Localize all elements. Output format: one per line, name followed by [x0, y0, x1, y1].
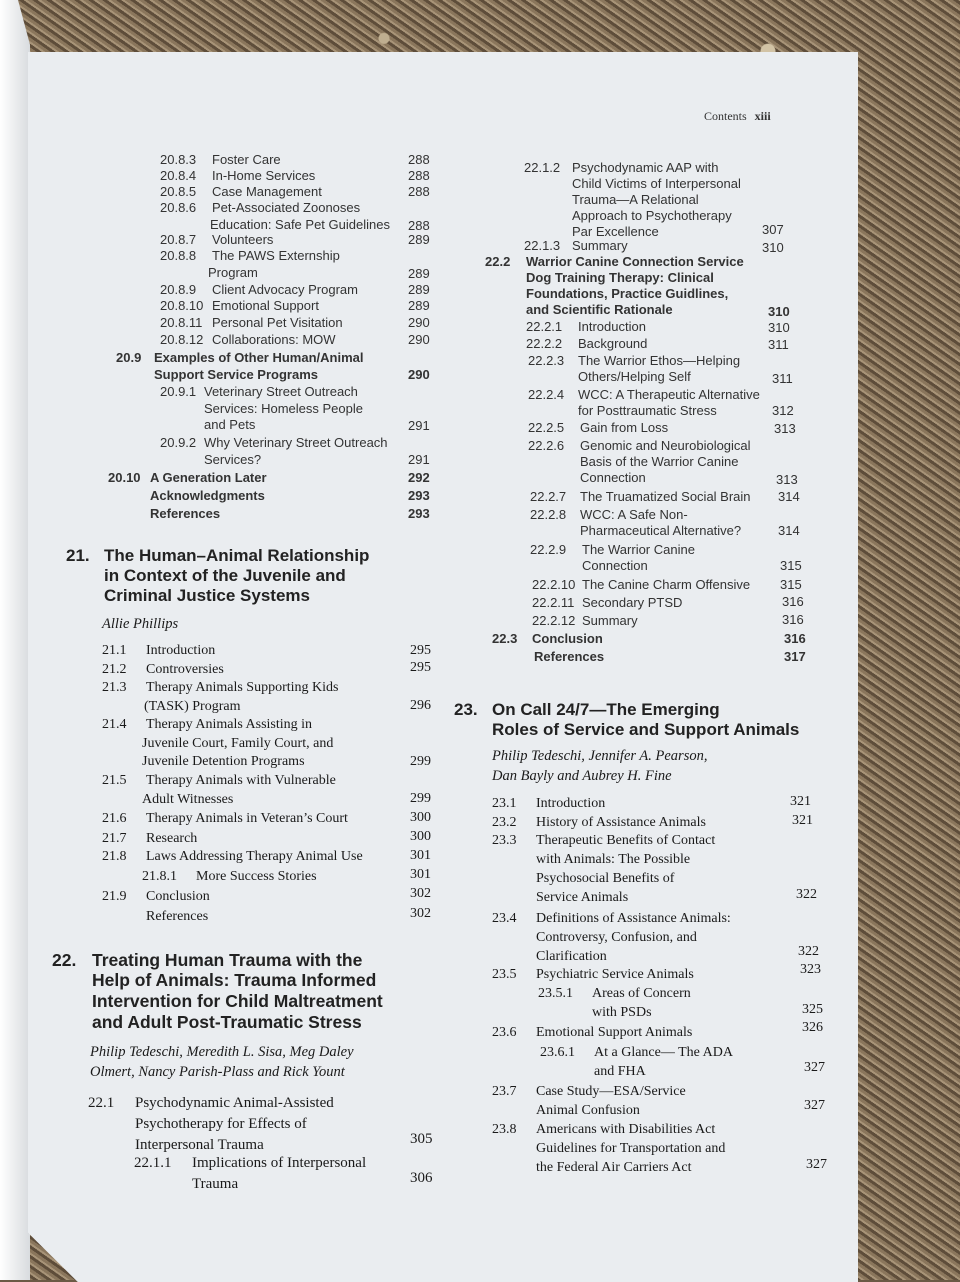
toc-entry-number: 21.6 [102, 811, 127, 826]
chapter-authors: Philip Tedeschi, Meredith L. Sisa, Meg Daley [90, 1044, 354, 1060]
toc-entry-title: Services? [204, 451, 262, 467]
toc-page-number: 311 [772, 371, 793, 386]
toc-entry-title: Interpersonal Trauma [135, 1137, 264, 1153]
toc-entry-title: Pet-Associated Zoonoses [212, 200, 361, 215]
toc-entry-title: Therapy Animals Assisting in [146, 717, 313, 732]
toc-page-number: 315 [780, 577, 802, 592]
toc-page-number: 311 [768, 337, 789, 352]
toc-entry-number: 22.2.7 [530, 489, 567, 504]
chapter-number: 22. [52, 950, 77, 970]
toc-page-number: 327 [804, 1098, 825, 1113]
toc-entry-title: At a Glance— The ADA [594, 1045, 733, 1060]
chapter-authors: Olmert, Nancy Parish-Plass and Rick Yount [90, 1064, 345, 1080]
toc-entry-title: Others/Helping Self [578, 369, 691, 384]
toc-page-number: 327 [804, 1060, 825, 1075]
toc-entry-number: 23.6 [492, 1025, 517, 1040]
toc-page-number: 289 [408, 266, 430, 281]
toc-entry-title: Trauma [192, 1176, 239, 1192]
toc-entry-title: Research [146, 831, 198, 846]
toc-entry-number: 21.8 [102, 849, 127, 864]
toc-entry-number: 20.8.12 [160, 332, 204, 347]
toc-entry-title: Why Veterinary Street Outreach [204, 435, 388, 450]
toc-entry-title: Introduction [536, 796, 606, 811]
toc-entry-title: Summary [572, 238, 628, 253]
toc-page-number: 291 [408, 452, 430, 467]
toc-page-number: 306 [410, 1170, 433, 1186]
toc-page-number: 313 [776, 472, 798, 487]
toc-entry-number: 23.5 [492, 967, 517, 982]
toc-page-number: 321 [792, 813, 813, 828]
toc-page-number: 312 [772, 403, 794, 418]
toc-entry-title: Conclusion [532, 631, 603, 646]
chapter-authors: Allie Phillips [102, 616, 179, 632]
toc-entry-title: Personal Pet Visitation [212, 315, 343, 330]
toc-page-number: 299 [410, 754, 431, 769]
toc-page-number: 313 [774, 421, 796, 436]
toc-entry-title: Psychiatric Service Animals [536, 967, 694, 982]
toc-page-number: 300 [410, 810, 431, 825]
toc-entry-number: 20.8.5 [160, 184, 197, 199]
toc-entry-number: 20.8.4 [160, 168, 197, 183]
chapter-title: Roles of Service and Support Animals [492, 720, 800, 739]
toc-entry-number: 20.9.2 [160, 435, 197, 450]
toc-entry-title: Connection [580, 470, 646, 485]
toc-entry-number: 22.2.4 [528, 387, 565, 402]
toc-page-number: 302 [410, 906, 431, 921]
toc-entry-number: 22.2.10 [532, 577, 576, 592]
toc-entry-title: for Posttraumatic Stress [578, 403, 717, 418]
toc-entry-number: 20.8.9 [160, 282, 197, 297]
toc-entry-title: Conclusion [146, 889, 210, 904]
toc-page-number: 292 [408, 470, 430, 485]
toc-page-number: 290 [408, 315, 430, 330]
toc-page-number: 325 [802, 1002, 823, 1017]
chapter-authors: Dan Bayly and Aubrey H. Fine [492, 768, 672, 784]
toc-entry-number: 22.2.2 [526, 336, 563, 351]
toc-page-number: 295 [410, 643, 431, 658]
toc-entry-number: 21.8.1 [142, 869, 177, 884]
toc-entry-title: Therapeutic Benefits of Contact [536, 833, 716, 848]
toc-entry-title: History of Assistance Animals [536, 815, 706, 830]
toc-page-number: 300 [410, 829, 431, 844]
toc-entry-title: The PAWS Externship [212, 248, 340, 263]
toc-entry-title: Introduction [146, 643, 216, 658]
toc-entry-title: Summary [582, 613, 638, 628]
toc-entry-title: References [150, 506, 221, 521]
toc-entry-title: Case Management [212, 184, 322, 199]
toc-entry-title: References [146, 909, 209, 924]
toc-entry-title: The Canine Charm Offensive [582, 577, 751, 592]
toc-entry-number: 20.10 [108, 470, 141, 485]
toc-page-number: 316 [782, 612, 804, 627]
toc-page-number: 316 [784, 631, 806, 646]
chapter-title: The Human–Animal Relationship [104, 546, 370, 565]
toc-entry-title: Adult Witnesses [142, 791, 234, 807]
toc-entry-title: and Scientific Rationale [526, 302, 673, 317]
toc-entry-title: Education: Safe Pet Guidelines [210, 216, 390, 232]
toc-entry-title: Volunteers [212, 232, 274, 247]
toc-entry-title: Areas of Concern [592, 986, 691, 1001]
toc-entry-title: Client Advocacy Program [212, 282, 358, 297]
toc-entry-title: Approach to Psychotherapy [572, 208, 732, 223]
toc-page-number: 315 [780, 558, 802, 573]
toc-entry-number: 23.4 [492, 911, 517, 926]
toc-entry-number: 22.1.2 [524, 160, 561, 175]
toc-page-number: 314 [778, 523, 800, 538]
toc-entry-number: 21.5 [102, 773, 127, 788]
toc-page-number: 305 [410, 1131, 433, 1147]
toc-entry-title: Program [208, 264, 258, 280]
toc-entry-number: 21.4 [102, 717, 127, 732]
toc-entry-title: Implications of Interpersonal [192, 1155, 367, 1171]
toc-page-number: 310 [768, 320, 790, 335]
toc-entry-title: WCC: A Therapeutic Alternative [578, 387, 760, 402]
toc-entry-number: 22.3 [492, 631, 518, 646]
toc-page-number: 301 [410, 848, 431, 863]
toc-entry-title: Case Study—ESA/Service [536, 1084, 686, 1099]
toc-entry-title: In-Home Services [212, 168, 316, 183]
header-page-number: xiii [754, 109, 771, 123]
toc-entry-number: 22.2.1 [526, 319, 563, 334]
toc-entry-number: 23.5.1 [538, 986, 573, 1001]
toc-entry-title: Juvenile Detention Programs [142, 754, 305, 769]
toc-entry-title: and FHA [594, 1064, 646, 1079]
toc-entry-number: 22.1 [88, 1095, 115, 1111]
toc-entry-number: 22.2.3 [528, 353, 565, 368]
toc-page-number: 310 [768, 304, 790, 319]
toc-entry-title: Basis of the Warrior Canine [580, 454, 739, 469]
toc-page-number: 322 [796, 887, 817, 902]
toc-entry-number: 21.9 [102, 889, 127, 904]
toc-entry-title: Emotional Support [212, 298, 319, 313]
toc-entry-title: the Federal Air Carriers Act [536, 1160, 692, 1175]
toc-page-number: 288 [408, 168, 430, 183]
toc-page-number: 288 [408, 152, 430, 167]
toc-entry-number: 22.2.5 [528, 420, 565, 435]
toc-page-number: 291 [408, 418, 430, 433]
toc-entry-number: 20.8.11 [160, 315, 203, 330]
toc-entry-title: The Truamatized Social Brain [580, 489, 751, 504]
toc-page-number: 289 [408, 282, 430, 297]
toc-page-number: 307 [762, 222, 784, 237]
toc-entry-title: Therapy Animals Supporting Kids [146, 680, 339, 695]
toc-page-number: 293 [408, 488, 430, 503]
toc-entry-number: 22.2.9 [530, 542, 567, 557]
chapter-title: On Call 24/7—The Emerging [492, 700, 720, 719]
chapter-title: Intervention for Child Maltreatment [92, 991, 383, 1011]
toc-entry-title: A Generation Later [150, 470, 267, 485]
toc-entry-title: Dog Training Therapy: Clinical [526, 270, 714, 285]
toc-entry-number: 21.7 [102, 831, 127, 846]
toc-entry-title: Support Service Programs [154, 366, 318, 382]
chapter-number: 23. [454, 700, 478, 719]
chapter-number: 21. [66, 546, 90, 565]
toc-entry-title: Secondary PTSD [582, 595, 683, 610]
toc-entry-number: 21.1 [102, 643, 127, 658]
toc-entry-title: Psychodynamic AAP with [572, 160, 719, 175]
toc-page-number: 326 [802, 1020, 823, 1035]
toc-page-number: 288 [408, 218, 430, 233]
toc-page-number: 323 [800, 962, 821, 977]
toc-entry-title: Emotional Support Animals [536, 1025, 693, 1040]
chapter-title: Treating Human Trauma with the [92, 950, 363, 970]
toc-entry-title: with PSDs [592, 1005, 652, 1020]
chapter-title: Criminal Justice Systems [104, 586, 310, 605]
toc-entry-title: Americans with Disabilities Act [536, 1122, 716, 1137]
toc-entry-title: References [534, 649, 605, 664]
toc-entry-title: Foster Care [212, 152, 281, 167]
toc-entry-number: 23.1 [492, 796, 517, 811]
toc-entry-title: Gain from Loss [580, 420, 669, 435]
chapter-title: Help of Animals: Trauma Informed [92, 970, 377, 990]
toc-page-number: 316 [782, 594, 804, 609]
toc-page-number: 314 [778, 489, 800, 504]
toc-entry-title: Connection [582, 558, 648, 573]
toc-entry-number: 22.2.8 [530, 507, 567, 522]
toc-entry-title: Psychosocial Benefits of [536, 871, 675, 886]
toc-entry-title: Animal Confusion [536, 1103, 640, 1118]
toc-entry-title: Examples of Other Human/Animal [154, 350, 364, 365]
toc-page-number: 317 [784, 649, 806, 664]
toc-page-number: 322 [798, 944, 819, 959]
toc-page-number: 288 [408, 184, 430, 199]
toc-entry-number: 20.9 [116, 350, 142, 365]
toc-page-number: 321 [790, 794, 811, 809]
chapter-title: in Context of the Juvenile and [104, 566, 346, 585]
toc-entry-title: The Warrior Ethos—Helping [578, 353, 741, 368]
chapter-authors: Philip Tedeschi, Jennifer A. Pearson, [492, 748, 708, 764]
toc-entry-number: 23.2 [492, 815, 517, 830]
toc-entry-number: 22.2.6 [528, 438, 565, 453]
toc-entry-title: Guidelines for Transportation and [536, 1141, 726, 1156]
toc-entry-number: 23.3 [492, 833, 517, 848]
toc-entry-number: 20.8.6 [160, 200, 197, 215]
toc-page-number: 289 [408, 298, 430, 313]
toc-entry-title: Definitions of Assistance Animals: [536, 911, 731, 926]
toc-page-number: 327 [806, 1157, 827, 1172]
toc-entry-title: Child Victims of Interpersonal [572, 176, 741, 191]
toc-entry-title: Psychotherapy for Effects of [135, 1116, 307, 1132]
toc-page-number: 290 [408, 332, 430, 347]
toc-entry-number: 22.2.12 [532, 613, 576, 628]
toc-entry-number: 21.3 [102, 680, 127, 695]
toc-entry-title: Par Excellence [572, 224, 659, 239]
toc-page-number: 301 [410, 867, 431, 882]
toc-entry-number: 22.2.11 [532, 595, 575, 610]
toc-entry-title: Foundations, Practice Guidlines, [526, 286, 729, 301]
toc-entry-title: Therapy Animals with Vulnerable [146, 773, 336, 788]
toc-entry-number: 22.1.3 [524, 238, 561, 253]
toc-entry-number: 20.8.8 [160, 248, 197, 263]
facing-page-edge [0, 0, 30, 1280]
toc-entry-title: Trauma—A Relational [572, 192, 699, 207]
toc-entry-number: 20.8.7 [160, 232, 197, 247]
toc-entry-title: Introduction [578, 319, 646, 334]
header-label: Contents [704, 109, 747, 123]
toc-entry-number: 23.7 [492, 1084, 517, 1099]
toc-entry-title: (TASK) Program [144, 698, 241, 714]
toc-entry-title: WCC: A Safe Non- [580, 507, 688, 522]
toc-entry-title: Pharmaceutical Alternative? [580, 523, 742, 538]
toc-entry-title: Service Animals [536, 890, 629, 905]
running-header [704, 109, 771, 124]
toc-entry-number: 22.2 [485, 254, 511, 269]
toc-entry-title: Genomic and Neurobiological [580, 438, 751, 453]
toc-entry-title: Controversies [146, 662, 224, 677]
toc-entry-title: Veterinary Street Outreach [204, 384, 358, 399]
toc-entry-title: Juvenile Court, Family Court, and [142, 735, 334, 751]
toc-page-number: 290 [408, 367, 430, 382]
toc-entry-title: Controversy, Confusion, and [536, 930, 697, 945]
toc-entry-number: 20.8.10 [160, 298, 204, 313]
toc-page-number: 299 [410, 791, 431, 806]
toc-entry-title: Laws Addressing Therapy Animal Use [146, 849, 363, 864]
toc-page-number: 310 [762, 240, 784, 255]
toc-entry-number: 20.8.3 [160, 152, 197, 167]
toc-entry-title: Collaborations: MOW [212, 332, 336, 347]
toc-entry-title: Acknowledgments [150, 488, 265, 503]
toc-entry-number: 22.1.1 [134, 1155, 172, 1171]
toc-entry-title: Clarification [536, 949, 607, 964]
chapter-title: and Adult Post-Traumatic Stress [92, 1012, 362, 1032]
toc-entry-title: and Pets [204, 417, 256, 433]
toc-entry-number: 20.9.1 [160, 384, 197, 399]
toc-page-number: 289 [408, 232, 430, 247]
toc-entry-number: 23.8 [492, 1122, 517, 1137]
toc-entry-title: Services: Homeless People [204, 400, 363, 416]
toc-page-number: 302 [410, 886, 431, 901]
toc-entry-title: Background [578, 336, 648, 351]
toc-page-number: 295 [410, 660, 431, 675]
toc-page-number: 293 [408, 506, 430, 521]
toc-entry-title: The Warrior Canine [582, 542, 695, 557]
toc-entry-title: Psychodynamic Animal-Assisted [135, 1095, 334, 1111]
toc-entry-number: 21.2 [102, 662, 127, 677]
toc-entry-number: 23.6.1 [540, 1045, 575, 1060]
toc-entry-title: More Success Stories [196, 869, 317, 884]
toc-entry-title: with Animals: The Possible [536, 852, 691, 867]
toc-entry-title: Warrior Canine Connection Service [526, 254, 744, 269]
toc-page-number: 296 [410, 698, 431, 713]
toc-entry-title: Therapy Animals in Veteran’s Court [146, 811, 348, 826]
